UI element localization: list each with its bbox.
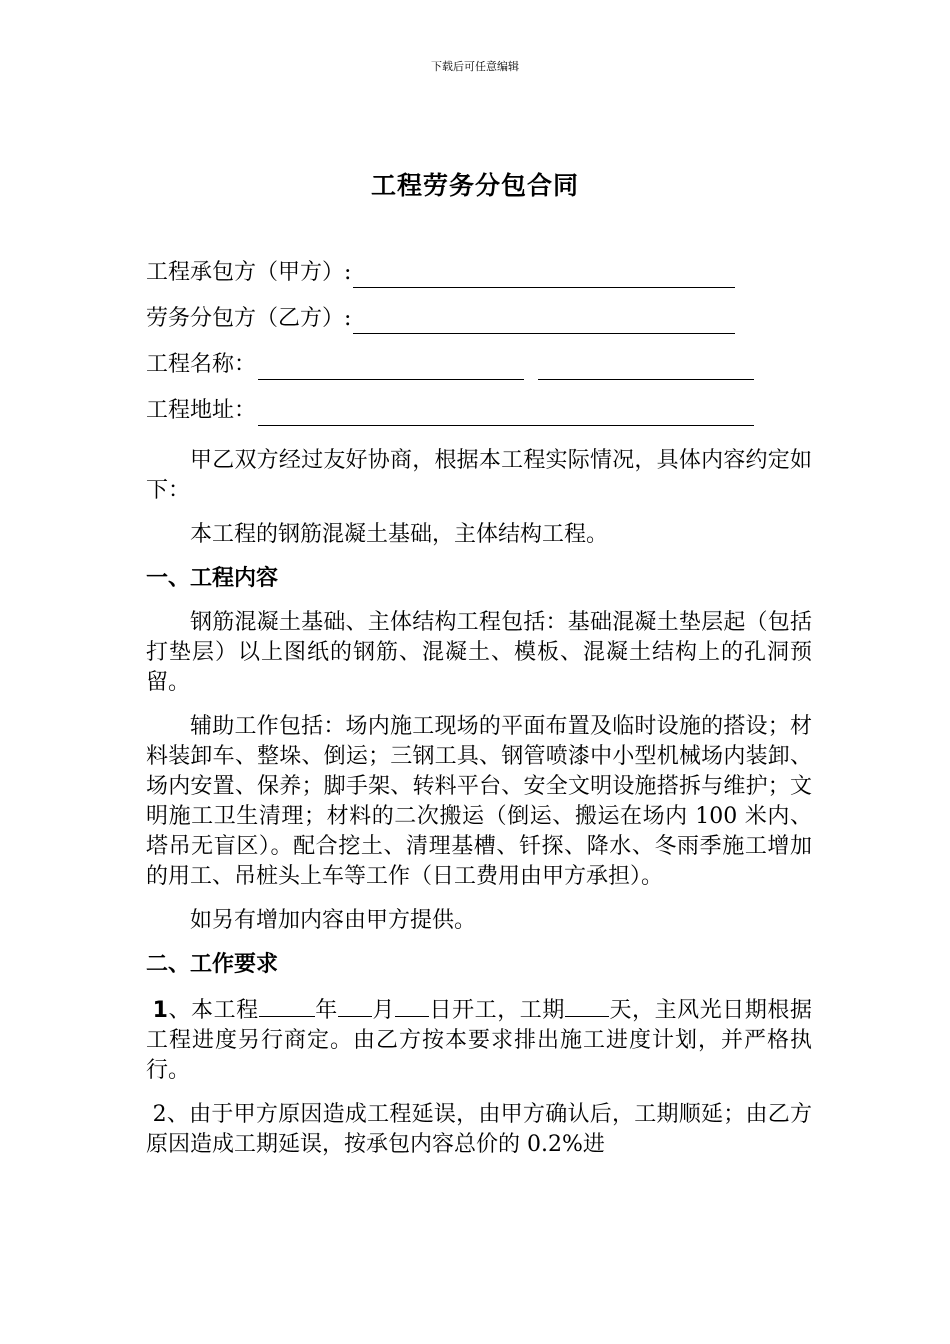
start-month-blank[interactable] (338, 994, 372, 1017)
section1-paragraph-3: 如另有增加内容由甲方提供。 (190, 908, 477, 933)
scope-paragraph: 本工程的钢筋混凝土基础，主体结构工程。 (190, 522, 609, 547)
project-address-field (146, 396, 812, 426)
item-1-text-c: 月 (371, 998, 395, 1023)
item-1-text-b: 年 (314, 998, 338, 1023)
subcontractor-label: 劳务分包方（乙方）: (146, 306, 352, 331)
project-name-blank-2[interactable] (538, 355, 754, 380)
item-1-number: 1 (152, 998, 168, 1023)
intro-paragraph: 甲乙双方经过友好协商，根据本工程实际情况，具体内容约定如下： (146, 448, 812, 503)
contractor-field (146, 258, 812, 288)
item-1-text-e: 天，主风光日期根据工程进度另行商定。由乙方按本要求排出施工进度计划，并严格执行。 (146, 998, 812, 1083)
project-address-blank[interactable] (258, 401, 754, 426)
section1-paragraph-1: 钢筋混凝土基础、主体结构工程包括：基础混凝土垫层起（包括打垫层）以上图纸的钢筋、混凝土、模板、混凝土结构上的孔洞预留。 (146, 610, 812, 695)
contractor-label: 工程承包方（甲方）: (146, 260, 352, 285)
contractor-blank[interactable] (353, 263, 735, 288)
section1-heading: 一、工程内容 (146, 566, 279, 591)
subcontractor-field (146, 304, 812, 334)
header-note: 下载后可任意编辑 (431, 60, 519, 73)
section2-item-1 (146, 994, 812, 1086)
duration-days-blank[interactable] (565, 994, 609, 1017)
project-name-label: 工程名称： (146, 352, 257, 377)
project-name-blank[interactable] (258, 355, 524, 380)
subcontractor-blank[interactable] (353, 309, 735, 334)
item-1-text-a: 、本工程 (167, 998, 259, 1023)
section2-heading: 二、工作要求 (146, 952, 279, 977)
section1-paragraph-2: 辅助工作包括：场内施工现场的平面布置及临时设施的搭设；材料装卸车、整垛、倒运；三钢工具、钢管喷漆中小型机械场内装卸、场内安置、保养；脚手架、转料平台、安全文明设施搭拆与维护；文明施工卫生清理；材料的二次搬运（倒运、搬运在场内 100 米内、塔吊无盲区）。配合挖土、清理基槽、钎探、降水、冬雨季施工增加的用工、吊桩头上车等工作（日工费用由甲方承担）。 (146, 714, 812, 889)
section2-item-2: 2、由于甲方原因造成工程延误，由甲方确认后，工期顺延；由乙方原因造成工期延误，按承包内容总价的 0.2%进 (146, 1102, 812, 1157)
project-address-label: 工程地址： (146, 398, 257, 423)
start-day-blank[interactable] (395, 994, 429, 1017)
document-title: 工程劳务分包合同 (370, 171, 579, 200)
start-year-blank[interactable] (259, 994, 315, 1017)
item-1-text-d: 日开工，工期 (428, 998, 565, 1023)
contract-body (146, 258, 812, 1174)
project-name-field (146, 350, 812, 380)
